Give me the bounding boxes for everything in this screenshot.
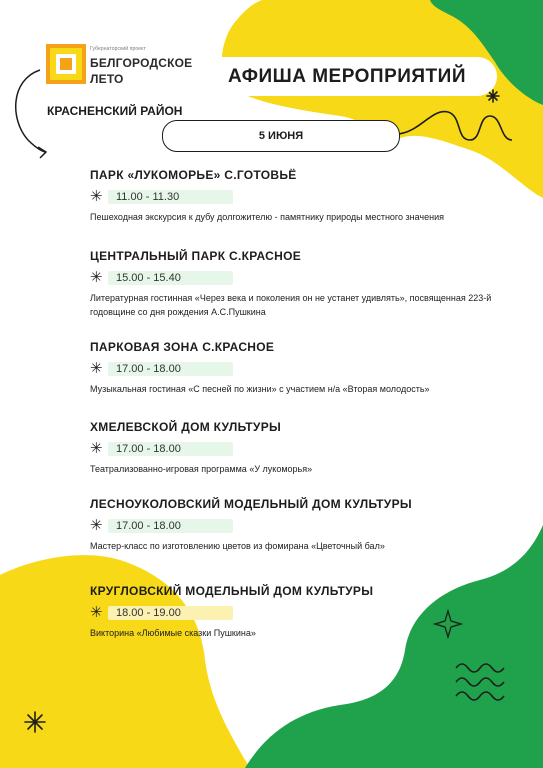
event-item (90, 497, 520, 553)
event-time: 15.00 - 15.40 (116, 272, 181, 284)
event-description: Музыкальная гостиная «С песней по жизни» с участием н/а «Вторая молодость» (90, 384, 430, 394)
event-time-row (90, 517, 520, 537)
event-time: 17.00 - 18.00 (116, 363, 181, 375)
event-time-row (90, 269, 520, 289)
event-time: 17.00 - 18.00 (116, 443, 181, 455)
green-blob-bottom (245, 525, 543, 768)
event-item (90, 168, 520, 224)
event-venue: ЛЕСНОУКОЛОВСКИЙ МОДЕЛЬНЫЙ ДОМ КУЛЬТУРЫ (90, 497, 412, 511)
logo-text-line1: БЕЛГОРОДСКОЕ (90, 56, 193, 70)
event-item (90, 340, 520, 396)
event-time-row (90, 360, 520, 380)
event-venue: КРУГЛОВСКИЙ МОДЕЛЬНЫЙ ДОМ КУЛЬТУРЫ (90, 584, 374, 598)
curved-arrow (16, 70, 46, 152)
logo-text-line2: ЛЕТО (90, 72, 124, 86)
asterisk-icon-bottom (25, 712, 45, 732)
event-time-row (90, 440, 520, 460)
event-venue: ПАРКОВАЯ ЗОНА С.КРАСНОЕ (90, 340, 275, 354)
logo-icon (46, 44, 86, 84)
event-time-row (90, 188, 520, 208)
event-time: 17.00 - 18.00 (116, 520, 181, 532)
asterisk-icon: ✳ (90, 440, 103, 457)
event-description: Театрализованно-игровая программа «У лукоморья» (90, 464, 313, 474)
asterisk-icon: ✳ (90, 517, 103, 534)
page-title: АФИША МЕРОПРИЯТИЙ (228, 65, 466, 87)
event-description: Викторина «Любимые сказки Пушкина» (90, 628, 256, 638)
event-time: 18.00 - 19.00 (116, 607, 181, 619)
asterisk-icon: ✳ (90, 188, 103, 205)
event-time-row (90, 604, 520, 624)
date-banner (162, 120, 400, 152)
event-description: Литературная гостинная «Через века и поколения он не устанет удивлять», посвященная 223-й годовщине со дня рождения А.С.Пушкина (90, 293, 492, 317)
event-item (90, 420, 520, 476)
asterisk-icon: ✳ (90, 269, 103, 286)
event-venue: ПАРК «ЛУКОМОРЬЕ» С.ГОТОВЬЁ (90, 168, 297, 182)
logo-subtitle: Губернаторский проект (90, 46, 146, 52)
event-description: Пешеходная экскурсия к дубу долгожителю - памятнику природы местного значения (90, 212, 444, 222)
page-title-banner (197, 57, 497, 96)
asterisk-icon: ✳ (90, 604, 103, 621)
district-name: КРАСНЕНСКИЙ РАЙОН (47, 104, 183, 118)
event-item (90, 249, 520, 319)
event-item (90, 584, 520, 640)
event-description: Мастер-класс по изготовлению цветов из фомирана «Цветочный бал» (90, 541, 385, 551)
event-venue: ХМЕЛЕВСКОЙ ДОМ КУЛЬТУРЫ (90, 420, 282, 434)
event-date: 5 ИЮНЯ (258, 130, 304, 142)
event-time: 11.00 - 11.30 (116, 191, 180, 203)
asterisk-icon: ✳ (90, 360, 103, 377)
event-venue: ЦЕНТРАЛЬНЫЙ ПАРК С.КРАСНОЕ (90, 249, 302, 263)
